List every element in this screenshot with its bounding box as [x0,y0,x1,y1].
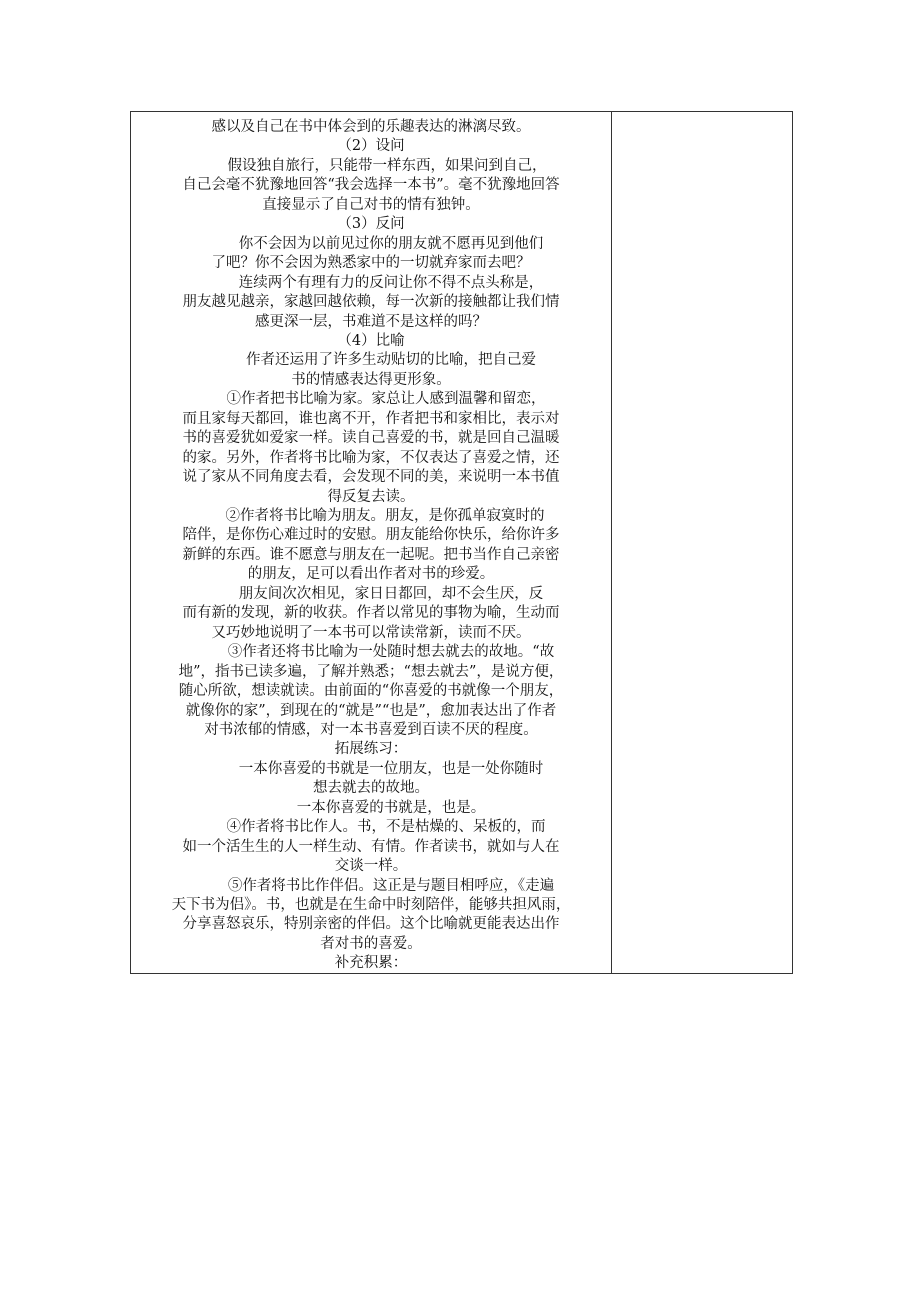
section-heading: 补充积累： [334,955,408,972]
text-line: 分享喜怒哀乐，特别亲密的伴侣。这个比喻就更能表达出作 [182,916,560,933]
text-line: ③作者还将书比喻为一处随时想去就去的故地。“故 [227,644,555,661]
text-line: 书的喜爱犹如爱家一样。读自己喜爱的书，就是回自己温暖 [182,430,560,447]
text-line: 说了家从不同角度去看，会发现不同的美，来说明一本书值 [182,469,560,486]
text-line: 一本你喜爱的书就是一位朋友，也是一处你随时 [238,760,544,777]
text-line: 随心所欲，想读就读。由前面的“你喜爱的书就像一个朋友， [178,683,564,700]
text-line: 你不会因为以前见过你的朋友就不愿再见到他们 [238,235,544,252]
text-line: 了吧？你不会因为熟悉家中的一切就弃家而去吧？ [211,255,531,272]
text-line: 而有新的发现，新的收获。作者以常见的事物为喻，生动而 [182,605,560,622]
section-heading: （3）反问 [337,216,405,233]
text-line: 假设独自旅行，只能带一样东西，如果问到自己， [227,157,547,174]
section-heading: （4）比喻 [337,332,405,349]
text-line: 得反复去读。 [327,488,415,505]
text-line: ⑤作者将书比作伴侣。这正是与题目相呼应，《走遍 [227,877,555,894]
text-line: 交谈一样。 [334,858,408,875]
text-line: 的朋友，足可以看出作者对书的珍爱。 [247,566,495,583]
document-table [130,111,793,974]
section-heading: 拓展练习： [334,741,408,758]
text-line: 天下书为侣》。书，也就是在生命中时刻陪伴，能够共担风雨， [171,897,571,913]
column-divider [611,112,612,973]
text-line: 书的情感表达得更形象。 [291,371,451,388]
text-line: 如一个活生生的人一样生动、有情。作者读书，就如与人在 [182,838,560,855]
text-line: 朋友间次次相见，家日日都回，却不会生厌，反 [238,585,544,602]
text-line: 者对书的喜爱。 [320,935,422,952]
text-line: 陪伴，是你伤心难过时的安慰。朋友能给你快乐，给你许多 [182,527,560,544]
section-heading: （2）设问 [337,138,405,155]
text-line: 连续两个有理有力的反问让你不得不点头称是， [238,274,544,291]
text-line: 感更深一层，书难道不是这样的吗？ [255,313,487,330]
text-line: 一本你喜爱的书就是，也是。 [296,799,486,816]
text-line: ①作者把书比喻为家。家总让人感到温馨和留恋， [226,391,546,408]
text-line: ④作者将书比作人。书，不是枯燥的、呆板的，而 [226,819,546,836]
text-line: 新鲜的东西。谁不愿意与朋友在一起呢。把书当作自己亲密 [182,546,560,563]
text-line: 自己会毫不犹豫地回答“我会选择一本书”。毫不犹豫地回答 [182,177,560,194]
text-line: 而且家每天都回，谁也离不开，作者把书和家相比，表示对 [182,410,560,427]
text-line: 想去就去的故地。 [313,780,429,797]
text-line: 就像你的家”，到现在的“就是”“也是”，愈加表达出了作者 [185,702,557,719]
text-line: 朋友越见越亲，家越回越依赖，每一次新的接触都让我们情 [182,294,560,311]
text-line: 直接显示了自己对书的情有独钟。 [262,196,480,213]
text-line: ②作者将书比喻为朋友。朋友，是你孤单寂寞时的 [225,508,545,524]
text-line: 对书浓郁的情感，对一本书喜爱到百读不厌的程度。 [204,721,538,738]
text-line: 地”，指书已读多遍，了解并熟悉；“想去就去”，是说方便， [178,663,564,680]
text-line: 又巧妙地说明了一本书可以常读常新，读而不厌。 [211,624,531,641]
text-line: 感以及自己在书中体会到的乐趣表达的淋漓尽致。 [211,119,531,135]
text-line: 作者还运用了许多生动贴切的比喻，把自己爱 [246,352,536,369]
text-line: 的家。另外，作者将书比喻为家，不仅表达了喜爱之情，还 [182,449,560,466]
